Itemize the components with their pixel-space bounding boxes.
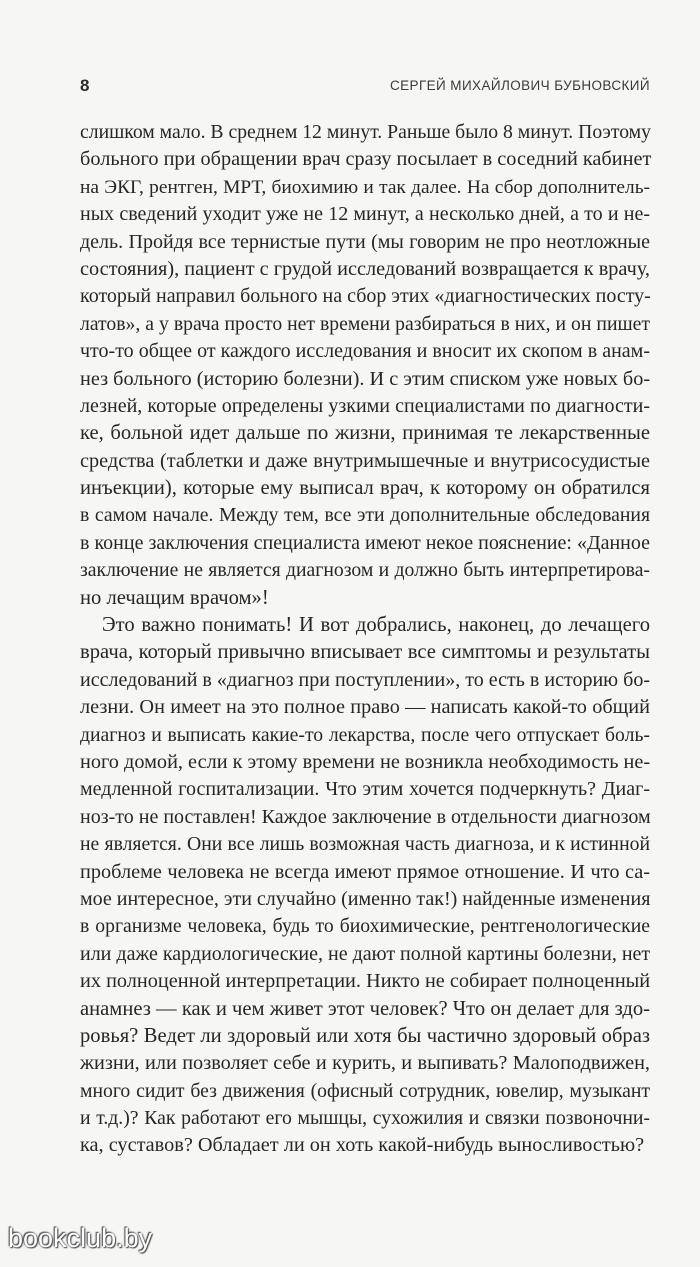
text-line: в конце заключения специалиста имеют некое пояснение: «Данное (80, 531, 650, 554)
text-line: ного домой, если к этому времени не возникла необходимость не- (80, 750, 651, 773)
text-line: врача, который привычно вписывает все симптомы и результаты (80, 641, 650, 664)
text-line: исследований в «диагноз при поступлении», то есть в историю бо- (80, 668, 650, 691)
text-line: что-то общее от каждого исследования и вносит их скопом в анам- (80, 340, 650, 363)
text-line: лезни. Он имеет на это полное право — написать какой-то общий (80, 696, 650, 719)
page-number: 8 (80, 76, 90, 95)
paragraph (80, 612, 650, 1160)
text-line: или даже кардиологические, не дают полной картины болезни, нет (80, 942, 651, 965)
text-line: жизни, или позволяет себе и курить, и выпивать? Малоподвижен, (80, 1052, 650, 1075)
text-line: ных сведений уходит уже не 12 минут, а несколько дней, а то и не- (80, 203, 650, 226)
text-line: средства (таблетки и даже внутримышечные и внутрисосудистые (80, 449, 650, 472)
text-line: медленной госпитализации. Что этим хочется подчеркнуть? Диаг- (80, 778, 650, 801)
text-line: состояния), пациент с грудой исследований возвращается к врачу, (80, 257, 650, 280)
text-line: мое интересное, эти случайно (именно так!) найденные изменения (80, 887, 651, 910)
paragraph (80, 119, 650, 612)
text-line: ровья? Ведет ли здоровый или хотя бы частично здоровый образ (80, 1024, 650, 1047)
text-line: Это важно понимать! И вот добрались, наконец, до лечащего (102, 614, 650, 637)
text-line: проблеме человека не всегда имеют прямое отношение. И что са- (80, 860, 650, 883)
text-line: их полноценной интерпретации. Никто не собирает полноценный (80, 970, 651, 993)
text-line: на ЭКГ, рентген, МРТ, биохимию и так далее. На сбор дополнитель- (80, 176, 650, 198)
text-line: ке, больной идет дальше по жизни, принимая те лекарственные (80, 422, 650, 445)
text-line: не является. Они все лишь возможная часть диагноза, и к истинной (80, 833, 650, 856)
text-line: нез больного (историю болезни). И с этим списком уже новых бо- (80, 367, 651, 390)
text-line: лезней, которые определены узкими специалистами по диагности- (80, 394, 650, 417)
text-line: дель. Пройдя все тернистые пути (мы говорим не про неотложные (80, 230, 650, 253)
text-line: ка, суставов? Обладает ли он хоть какой-нибудь выносливостью? (80, 1134, 645, 1157)
text-line: слишком мало. В среднем 12 минут. Раньше было 8 минут. Поэтому (80, 121, 651, 143)
text-line: латов», а у врача просто нет времени разбираться в них, и он пишет (80, 312, 650, 335)
watermark: bookclub.by (8, 1223, 153, 1253)
text-line: ноз-то не поставлен! Каждое заключение в отдельности диагнозом (80, 805, 651, 828)
text-line: который направил больного на сбор этих «диагностических посту- (80, 285, 651, 308)
running-head: СЕРГЕЙ МИХАЙЛОВИЧ БУБНОВСКИЙ (389, 78, 650, 93)
text-line: заключение не является диагнозом и должно быть интерпретирова- (80, 559, 650, 582)
text-line: анамнез — как и чем живет этот человек? Что он делает для здо- (80, 997, 650, 1020)
text-line: инъекции), которые ему выписал врач, к которому он обратился (80, 477, 650, 500)
text-line: в организме человека, будь то биохимические, рентгенологические (80, 915, 650, 938)
text-line: много сидит без движения (офисный сотрудник, ювелир, музыкант (80, 1079, 650, 1102)
text-line: диагноз и выписать какие-то лекарства, после чего отпускает боль- (80, 723, 650, 746)
text-line: но лечащим врачом»! (80, 586, 269, 609)
text-line: в самом начале. Между тем, все эти дополнительные обследования (80, 504, 650, 527)
page-header (80, 76, 650, 100)
text-line: и т.д.)? Как работают его мышцы, сухожилия и связки позвоночни- (80, 1107, 650, 1130)
body-text (80, 119, 650, 1160)
text-line: больного при обращении врач сразу посылает в соседний кабинет (80, 148, 652, 171)
